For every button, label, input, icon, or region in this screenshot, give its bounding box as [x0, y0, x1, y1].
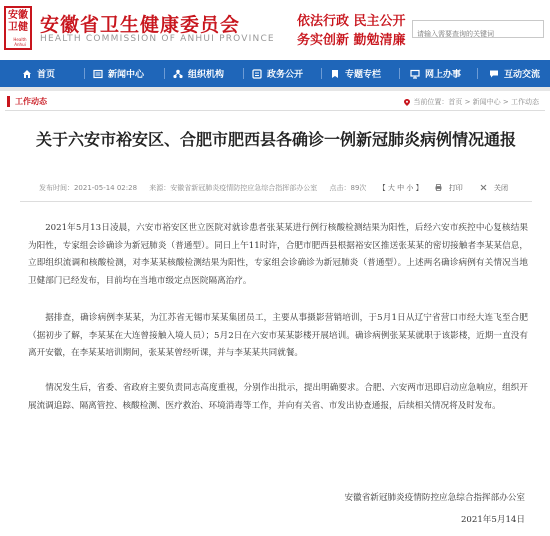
print-label: 打印 — [448, 184, 463, 192]
article-signature: 安徽省新冠肺炎疫情防控应急综合指挥部办公室 — [344, 493, 525, 503]
breadcrumb — [5, 93, 545, 111]
publish-time: 发布时间：2021-05-14 02:28 — [38, 184, 138, 192]
print-button[interactable] — [435, 184, 468, 192]
nav-shadow — [0, 87, 550, 91]
nav-divider — [84, 68, 85, 79]
close-button[interactable] — [480, 184, 513, 192]
site-title[interactable]: 安徽省卫生健康委员会 — [40, 14, 241, 36]
news-icon — [93, 69, 103, 79]
org-icon — [173, 69, 183, 79]
site-subtitle: HEALTH COMMISSION OF ANHUI PROVINCE — [40, 34, 275, 44]
search-box — [412, 20, 544, 38]
nav-label-gov: 政务公开 — [267, 70, 304, 80]
nav-label-home: 首页 — [37, 70, 56, 80]
slogan-line-2: 务实创新 勤勉清廉 — [297, 33, 406, 48]
nav-label-news: 新闻中心 — [108, 70, 145, 80]
search-input[interactable] — [413, 26, 543, 42]
slogan — [297, 12, 406, 50]
gov-icon — [252, 69, 262, 79]
print-icon — [435, 184, 442, 191]
section-title: 工作动态 — [15, 97, 47, 106]
article-paragraph-3: 情况发生后，省委、省政府主要负责同志高度重视，分别作出批示，提出明确要求。合肥、六安两市迅即启动应急响应，组织开展流调追踪、隔离管控、核酸检测、医疗救治、环境消毒等工作，并向有关省、市发出协查通报，后续相关情况将及时发布。 — [28, 383, 528, 411]
nav-divider — [321, 68, 322, 79]
nav-divider — [243, 68, 244, 79]
meta-divider — [20, 201, 532, 202]
site-header — [0, 0, 550, 60]
slogan-line-1: 依法行政 民主公开 — [297, 14, 406, 29]
home-icon — [22, 69, 32, 79]
breadcrumb-text[interactable]: 当前位置：首页 > 新闻中心 > 工作动态 — [413, 98, 539, 106]
nav-label-chat: 互动交流 — [504, 70, 541, 80]
article-date: 2021年5月14日 — [460, 515, 525, 525]
article-paragraph-2: 据排查，确诊病例李某某，为江苏省无锡市某某集团员工，主要从事摄影营销培训，于5月1日从辽宁省营口市经大连飞至合肥（据初步了解，李某某在大连曾接触入境人员）；5月2日在六安市某某影楼开展培训。确诊病例张某某就职于该影楼，近期一直没有离开安徽，在李某某培训期间，张某某曾经听课，并与李某某共同就餐。 — [28, 313, 528, 358]
nav-divider — [399, 68, 400, 79]
chat-icon — [489, 69, 499, 79]
online-icon — [410, 69, 420, 79]
topic-icon — [330, 69, 340, 79]
nav-item-news[interactable] — [93, 60, 144, 87]
article-meta — [20, 183, 532, 193]
logo-text-bottom: 卫健 — [8, 22, 28, 33]
article-paragraph-1: 2021年5月13日凌晨，六安市裕安区世立医院对就诊患者张某某进行例行核酸检测结果为阳性，后经六安市疾控中心复核结果为阳性，专家组会诊确诊为新冠肺炎（普通型）。同日上午11时许，合肥市肥西县根据裕安区推送张某某的密切接触者李某某信息，立即组织流调和核酸检测，对李某某核酸检测结果为阳性，专家组会诊确诊为新冠肺炎（普通型）。上述两名确诊病例有关情况当地卫健部门已经发布，目前均在当地市级定点医院隔离治疗。 — [28, 223, 528, 286]
nav-item-chat[interactable] — [489, 60, 540, 87]
nav-item-topic[interactable] — [330, 60, 381, 87]
location-icon — [404, 99, 410, 106]
article-source: 来源：安徽省新冠肺炎疫情防控应急综合指挥部办公室 — [149, 184, 318, 192]
breadcrumb-path — [404, 97, 539, 107]
nav-label-online: 网上办事 — [425, 70, 462, 80]
logo-subtext: Health Anhui — [13, 37, 27, 47]
section-marker — [7, 96, 10, 107]
nav-label-org: 组织机构 — [188, 70, 225, 80]
nav-label-topic: 专题专栏 — [345, 70, 382, 80]
nav-item-org[interactable] — [173, 60, 224, 87]
nav-divider — [164, 68, 165, 79]
nav-divider — [477, 68, 478, 79]
main-nav — [0, 60, 550, 87]
close-icon — [480, 184, 487, 191]
view-count: 点击：89次 — [329, 184, 367, 192]
nav-item-home[interactable] — [22, 60, 55, 87]
nav-item-gov[interactable] — [252, 60, 303, 87]
article-title: 关于六安市裕安区、合肥市肥西县各确诊一例新冠肺炎病例情况通报 — [35, 130, 516, 149]
site-logo[interactable] — [4, 6, 32, 50]
font-size-switch[interactable]: 【 大 中 小 】 — [378, 184, 423, 192]
nav-item-online[interactable] — [410, 60, 461, 87]
logo-text-top: 安徽 — [8, 10, 28, 21]
close-label: 关闭 — [494, 184, 509, 192]
